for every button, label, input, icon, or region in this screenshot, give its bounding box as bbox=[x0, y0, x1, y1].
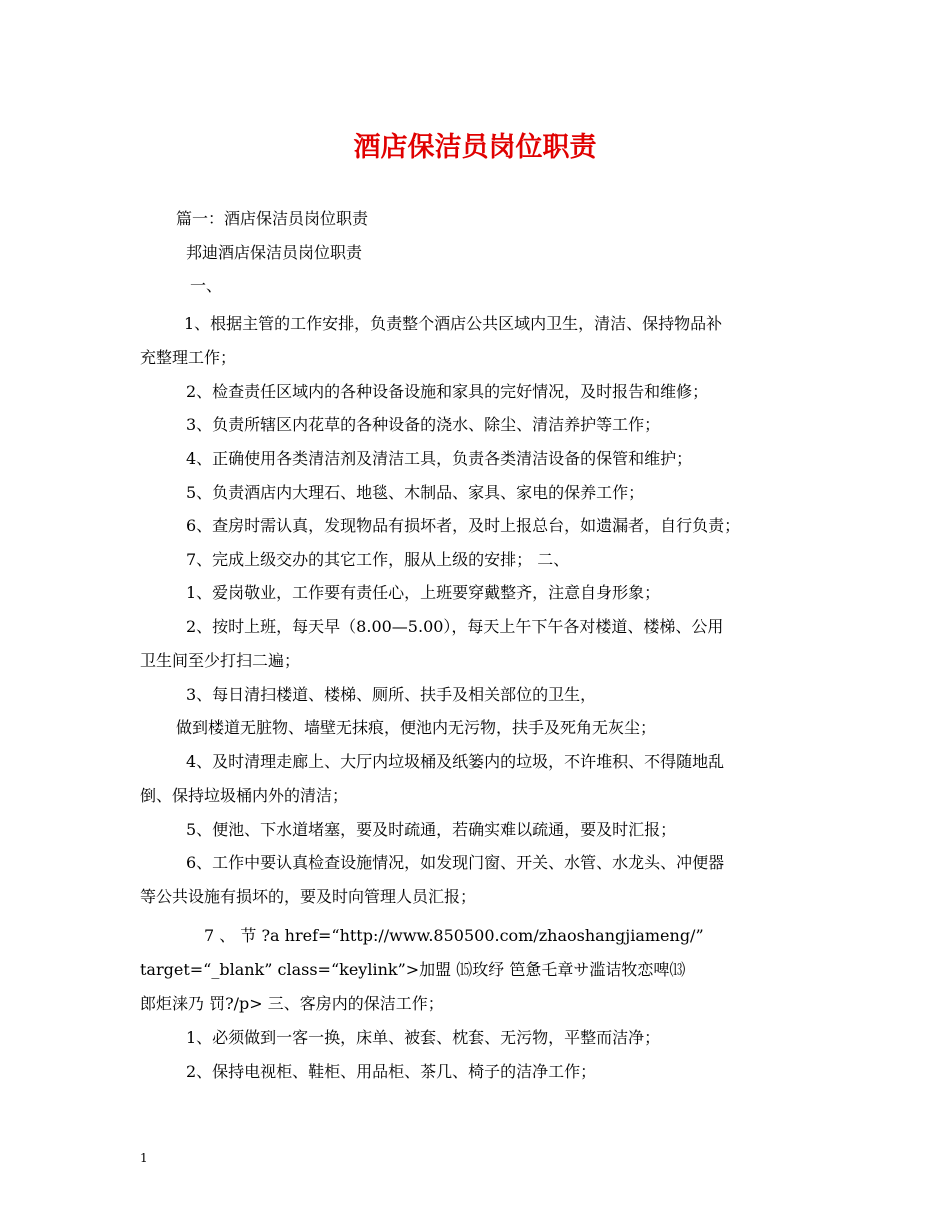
text-line: 邦迪酒店保洁员岗位职责 bbox=[186, 243, 363, 262]
text-line: 5、负责酒店内大理石、地毯、木制品、家具、家电的保养工作； bbox=[186, 483, 645, 502]
text-line: target=“_blank” class=“keylink”>加盟 ⒂玫纾 笆惫乇章サ滥诘牧恋啤⒀ bbox=[140, 960, 686, 979]
text-line: 倒、保持垃圾桶内外的清洁； bbox=[140, 786, 349, 805]
text-line: 1、根据主管的工作安排，负责整个酒店公共区域内卫生，清洁、保持物品补 bbox=[184, 314, 723, 333]
text-line: 3、每日清扫楼道、楼梯、厕所、扶手及相关部位的卫生， bbox=[186, 685, 597, 704]
text-line: 7 、 节 ?a href=“http://www.850500.com/zhaoshangjiameng/” bbox=[204, 926, 704, 945]
text-line: 3、负责所辖区内花草的各种设备的浇水、除尘、清洁养护等工作； bbox=[186, 415, 661, 434]
text-line: 4、及时清理走廊上、大厅内垃圾桶及纸篓内的垃圾，不许堆积、不得随地乱 bbox=[186, 752, 725, 771]
text-line: 一、 bbox=[190, 276, 223, 295]
text-line: 1、爱岗敬业，工作要有责任心，上班要穿戴整齐，注意自身形象； bbox=[186, 583, 661, 602]
text-line: 篇一：酒店保洁员岗位职责 bbox=[176, 209, 369, 228]
text-line: 1、必须做到一客一换，床单、被套、枕套、无污物，平整而洁净； bbox=[186, 1028, 661, 1047]
text-line: 做到楼道无脏物、墙壁无抹痕，便池内无污物，扶手及死角无灰尘； bbox=[176, 718, 657, 737]
document-title: 酒店保洁员岗位职责 bbox=[353, 132, 597, 163]
text-line: 6、查房时需认真，发现物品有损坏者，及时上报总台，如遗漏者，自行负责； bbox=[186, 516, 741, 535]
text-line: 7、完成上级交办的其它工作，服从上级的安排； 二、 bbox=[186, 550, 570, 569]
page-number: 1 bbox=[140, 1151, 148, 1165]
text-line: 郎炬涞乃 罚?/p> 三、客房内的保洁工作； bbox=[140, 994, 444, 1013]
text-line: 4、正确使用各类清洁剂及清洁工具，负责各类清洁设备的保管和维护； bbox=[186, 449, 693, 468]
text-line: 卫生间至少打扫二遍； bbox=[140, 651, 301, 670]
text-line: 2、检查责任区域内的各种设备设施和家具的完好情况，及时报告和维修； bbox=[186, 382, 709, 401]
text-line: 等公共设施有损坏的，要及时向管理人员汇报； bbox=[140, 887, 477, 906]
text-line: 6、工作中要认真检查设施情况，如发现门窗、开关、水管、水龙头、冲便器 bbox=[186, 853, 725, 872]
text-line: 5、便池、下水道堵塞，要及时疏通，若确实难以疏通，要及时汇报； bbox=[186, 820, 677, 839]
text-line: 2、按时上班，每天早（8.00—5.00），每天上午下午各对楼道、楼梯、公用 bbox=[186, 617, 724, 636]
text-line: 充整理工作； bbox=[140, 348, 237, 367]
text-line: 2、保持电视柜、鞋柜、用品柜、茶几、椅子的洁净工作； bbox=[186, 1062, 597, 1081]
